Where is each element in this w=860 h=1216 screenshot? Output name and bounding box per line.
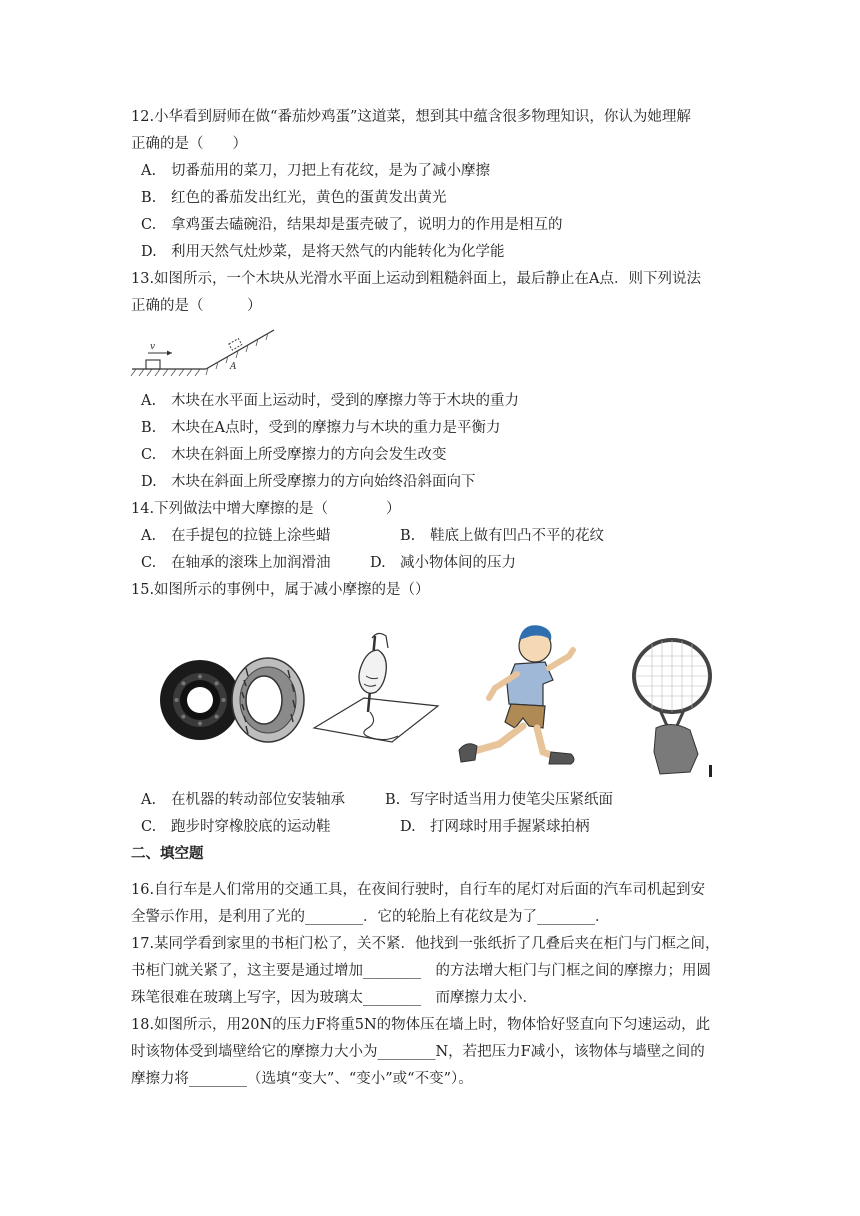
pen-writing-figure	[312, 630, 442, 748]
q12-option-d: D. 利用天然气灶炒菜，是将天然气的内能转化为化学能	[141, 244, 505, 260]
q18-line2: 时该物体受到墙壁给它的摩擦力大小为________N，若把压力F减小，该物体与墙壁之间的	[131, 1044, 705, 1060]
q13-option-b: B. 木块在A点时，受到的摩擦力与木块的重力是平衡力	[141, 420, 501, 436]
q13-stem-line1: 13.如图所示，一个木块从光滑水平面上运动到粗糙斜面上，最后静止在A点．则下列说法	[131, 271, 702, 287]
q12-stem-line2: 正确的是（ ）	[131, 136, 247, 152]
tennis-racket-figure	[628, 636, 720, 781]
q12-stem-line1: 12.小华看到厨师在做“番茄炒鸡蛋”这道菜，想到其中蕴含很多物理知识，你认为她理解	[131, 109, 691, 125]
q14-option-d: D. 减小物体间的压力	[370, 555, 516, 571]
hand	[359, 650, 386, 693]
running-boy-figure	[455, 618, 585, 778]
velocity-label: v	[150, 342, 156, 352]
q12-option-b: B. 红色的番茄发出红光，黄色的蛋黄发出黄光	[141, 190, 447, 206]
runner-front-shoe	[549, 752, 574, 764]
q14-option-c: C. 在轴承的滚珠上加润滑油	[141, 555, 331, 571]
incline-block-figure	[128, 326, 278, 382]
q14-stem: 14.下列做法中增大摩擦的是（ ）	[131, 501, 401, 517]
q18-line3: 摩擦力将________（选填“变大”、“变小”或“不变”）。	[131, 1071, 473, 1087]
q17-line2: 书柜门就关紧了，这主要是通过增加________ 的方法增大柜门与门框之间的摩擦力；用圆	[131, 963, 711, 979]
q12-option-c: C. 拿鸡蛋去磕碗沿，结果却是蛋壳破了，说明力的作用是相互的	[141, 217, 563, 233]
runner-back-shoe	[459, 744, 477, 762]
q13-stem-line2: 正确的是（ ）	[131, 298, 262, 314]
point-a-label: A	[230, 362, 237, 372]
bearing-figure	[158, 650, 308, 750]
q15-option-b: B. 写字时适当用力使笔尖压紧纸面	[385, 792, 613, 808]
q16-line2: 全警示作用，是利用了光的________．它的轮胎上有花纹是为了________．	[131, 909, 610, 925]
q16-line1: 16.自行车是人们常用的交通工具，在夜间行驶时，自行车的尾灯对后面的汽车司机起到安	[131, 882, 706, 898]
q15-option-a: A. 在机器的转动部位安装轴承	[141, 792, 345, 808]
q13-option-c: C. 木块在斜面上所受摩擦力的方向会发生改变	[141, 447, 447, 463]
section-heading-fill-in: 二、填空题	[131, 846, 204, 862]
q15-option-d: D. 打网球时用手握紧球拍柄	[400, 819, 590, 835]
q13-option-d: D. 木块在斜面上所受摩擦力的方向始终沿斜面向下	[141, 474, 476, 490]
q14-option-a: A. 在手提包的拉链上涂些蜡	[141, 528, 331, 544]
paper-sheet	[314, 698, 438, 742]
q15-option-c: C. 跑步时穿橡胶底的运动鞋	[141, 819, 331, 835]
q18-line1: 18.如图所示，用20N的压力F将重5N的物体压在墙上时，物体恰好竖直向下匀速运动，此	[131, 1017, 711, 1033]
q12-option-a: A. 切番茄用的菜刀，刀把上有花纹，是为了减小摩擦	[141, 163, 490, 179]
q17-line1: 17.某同学看到家里的书柜门松了，关不紧．他找到一张纸折了几叠后夹在柜门与门框之间，	[131, 936, 720, 952]
gripping-hand	[654, 724, 698, 774]
q13-option-a: A. 木块在水平面上运动时，受到的摩擦力等于木块的重力	[141, 393, 519, 409]
block-on-floor	[146, 360, 160, 369]
q15-stem: 15.如图所示的事例中，属于减小摩擦的是（）	[131, 582, 430, 598]
q14-option-b: B. 鞋底上做有凹凸不平的花纹	[400, 528, 604, 544]
q17-line3: 珠笔很难在玻璃上写字，因为玻璃太________ 而摩擦力太小．	[131, 990, 537, 1006]
dashed-block-at-a	[229, 339, 242, 351]
